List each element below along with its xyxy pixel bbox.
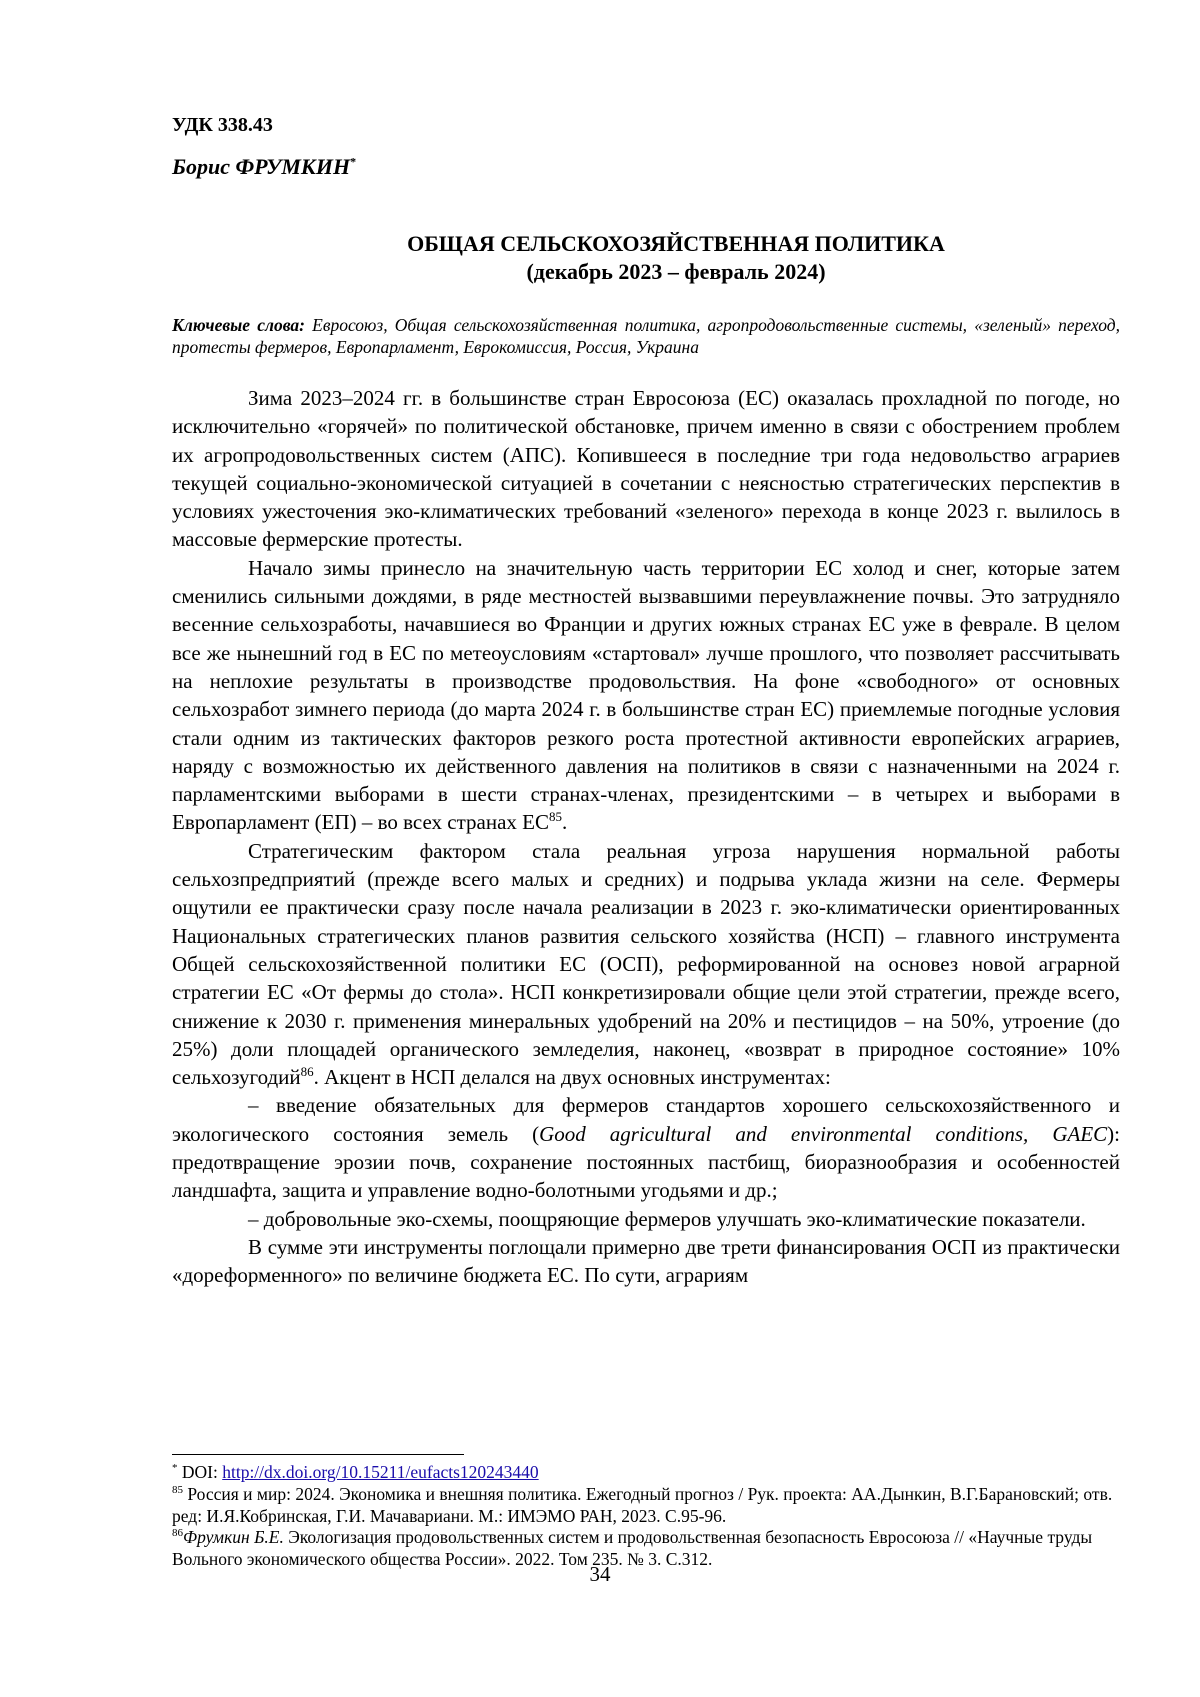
article-body — [172, 384, 1120, 1290]
article-title — [172, 230, 1120, 286]
list-item-gaec-b: ): предотвращение эрозии почв, сохранение постоянных пастбищ, биоразнообразия и особенностей ландшафта, защита и управление водно-болотными угодьями и др.; — [172, 1121, 1120, 1203]
keywords-text: Евросоюз, Общая сельскохозяйственная политика, агропродовольственные системы, «зеленый» переход, протесты фермеров, Европарламент, Еврокомиссия, Россия, Украина — [172, 315, 1121, 357]
list-item-gaec-italic: Good agricultural and environmental conditions, GAEC — [539, 1121, 1108, 1146]
doi-link[interactable]: http://dx.doi.org/10.15211/eufacts120243440 — [222, 1462, 539, 1482]
footnote-ref-85[interactable]: 85 — [549, 809, 562, 825]
author-footnote-mark: * — [350, 154, 357, 169]
keywords — [172, 314, 1120, 358]
list-item-eco-schemes: – добровольные эко-схемы, поощряющие фермеров улучшать эко-климатические показатели. — [248, 1206, 1086, 1231]
title-line-2: (декабрь 2023 – февраль 2024) — [526, 259, 826, 284]
paragraph-3 — [172, 837, 1120, 1092]
footnote-doi-mark: * — [172, 1462, 178, 1475]
udk-code: УДК 338.43 — [172, 114, 273, 136]
title-line-1: ОБЩАЯ СЕЛЬСКОХОЗЯЙСТВЕННАЯ ПОЛИТИКА — [407, 231, 945, 256]
footnote-ref-86[interactable]: 86 — [300, 1064, 314, 1080]
author-name — [172, 152, 1120, 182]
keywords-label: Ключевые слова: — [172, 315, 305, 335]
paragraph-2-end: . — [562, 810, 568, 835]
paragraph-6: В сумме эти инструменты поглощали примерно две трети финансирования ОСП из практически «дореформенного» по величине бюджета ЕС. По сути, аграриям — [172, 1234, 1120, 1288]
footnote-doi — [172, 1462, 1120, 1484]
footnote-doi-label: DOI: — [177, 1462, 223, 1482]
footnote-86-mark: 86 — [172, 1527, 183, 1540]
paragraph-1: Зима 2023–2024 гг. в большинстве стран Евросоюза (ЕС) оказалась прохладной по погоде, но исключительно «горячей» по политической обстановке, причем именно в связи с обострением проблем их агропродовольственных систем (АПС). Копившееся в последние три года недовольство аграриев текущей социально-экономической ситуацией в сочетании с неясностью стратегических перспектив в условиях ужесточения эко-климатических требований «зеленого» перехода в конце 2023 г. вылилось в массовые фермерские протесты. — [172, 386, 1120, 552]
footnote-86-text: Экологизация продовольственных систем и продовольственная безопасность Евросоюза // «Научные труды Вольного экономического общества России». 2022. Том 235. № 3. С.312. — [172, 1527, 1093, 1570]
footnote-85-mark: 85 — [172, 1483, 183, 1496]
footnote-85-text: Россия и мир: 2024. Экономика и внешняя политика. Ежегодный прогноз / Рук. проекта: АА.Дынкин, В.Г.Барановский; отв. ред: И.Я.Кобринская, Г.И. Мачавариани. М.: ИМЭМО РАН, 2023. С.95-96. — [172, 1483, 1113, 1526]
list-item-gaec — [172, 1091, 1120, 1204]
paragraph-2 — [172, 554, 1120, 837]
paragraph-3-text: Стратегическим фактором стала реальная угроза нарушения нормальной работы сельхозпредприятий (прежде всего малых и средних) и подрыва уклада жизни на селе. Фермеры ощутили ее практически сразу после начала реализации в 2023 г. эко-климатически ориентированных Национальных стратегических планов развития сельского хозяйства (НСП) – главного инструмента Общей сельскохозяйственной политики ЕС (ОСП), реформированной на основез новой аграрной стратегии ЕС «От фермы до стола». НСП конкретизировали общие цели этой стратегии, прежде всего, снижение к 2030 г. применения минеральных удобрений на 20% и пестицидов – на 50%, утроение (до 25%) доли площадей органического земледелия, наконец, «возврат в природное состояние» 10% сельхозугодий — [172, 838, 1120, 1090]
footnote-divider — [172, 1454, 464, 1455]
page-number: 34 — [589, 1562, 611, 1586]
paragraph-3-end: . Акцент в НСП делался на двух основных инструментах: — [313, 1065, 831, 1090]
paragraph-2-text: Начало зимы принесло на значительную часть территории ЕС холод и снег, которые затем сменились сильными дождями, в ряде местностей вызвавшими переувлажнение почвы. Это затрудняло весенние сельхозработы, начавшиеся во Франции и других южных странах ЕС уже в феврале. В целом все же нынешний год в ЕС по метеоусловиям «стартовал» лучше прошлого, что позволяет рассчитывать на неплохие результаты в производстве продовольствия. На фоне «свободного» от основных сельхозработ зимнего периода (до марта 2024 г. в большинстве стран ЕС) приемлемые погодные условия стали одним из тактических факторов резкого роста протестной активности европейских аграриев, наряду с возможностью их действенного давления на политиков в связи с назначенными на 2024 г. парламентскими выборами в шести странах-членах, президентскими – в четырех и выборами в Европарламент (ЕП) – во всех странах ЕС — [172, 555, 1120, 835]
list-item-gaec-a: – введение обязательных для фермеров стандартов хорошего сельскохозяйственного и экологического состояния земель ( — [172, 1093, 1120, 1146]
footnote-86-author: Фрумкин Б.Е. — [183, 1527, 284, 1548]
author-text: Борис ФРУМКИН — [172, 154, 351, 179]
footnotes — [172, 1462, 1120, 1571]
footnote-85 — [172, 1484, 1120, 1528]
page-content — [172, 112, 1120, 1290]
